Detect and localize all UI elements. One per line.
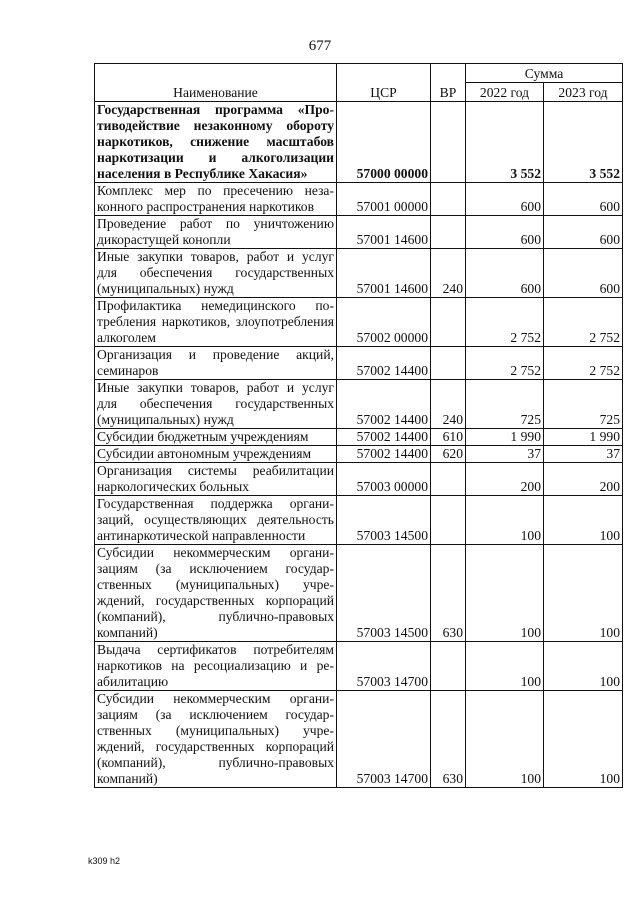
row-vr: 240 bbox=[431, 249, 466, 298]
row-vr bbox=[431, 642, 466, 691]
row-amount-2023: 200 bbox=[544, 463, 623, 496]
row-amount-2023: 600 bbox=[544, 183, 623, 216]
row-vr bbox=[431, 216, 466, 249]
row-amount-2022: 200 bbox=[466, 463, 544, 496]
header-year-2022: 2022 год bbox=[466, 83, 544, 102]
table-row bbox=[95, 298, 623, 347]
table-row bbox=[95, 691, 623, 788]
row-csr: 57003 00000 bbox=[337, 463, 431, 496]
row-csr: 57002 00000 bbox=[337, 298, 431, 347]
table-body bbox=[95, 102, 623, 788]
row-name: Выдача сертификатов потребителям наркотиков на ресоциализацию и реабилитацию bbox=[95, 642, 337, 691]
table-row bbox=[95, 545, 623, 642]
row-amount-2023: 600 bbox=[544, 249, 623, 298]
budget-table bbox=[94, 63, 623, 788]
table-row bbox=[95, 249, 623, 298]
row-csr: 57002 14400 bbox=[337, 446, 431, 463]
table-row bbox=[95, 496, 623, 545]
row-csr: 57002 14400 bbox=[337, 380, 431, 429]
row-name: Субсидии некоммерческим организациям (за исключением государственных (муниципальных) учреждений, государственных корпораций (компаний), публично-правовых компаний) bbox=[95, 691, 337, 788]
row-name: Комплекс мер по пресечению незаконного распространения наркотиков bbox=[95, 183, 337, 216]
row-csr: 57000 00000 bbox=[337, 102, 431, 183]
header-name: Наименование bbox=[95, 64, 337, 102]
row-vr: 630 bbox=[431, 545, 466, 642]
row-csr: 57003 14700 bbox=[337, 642, 431, 691]
row-name: Организация системы реабилитации наркологических больных bbox=[95, 463, 337, 496]
row-amount-2022: 2 752 bbox=[466, 347, 544, 380]
row-amount-2022: 725 bbox=[466, 380, 544, 429]
row-name: Иные закупки товаров, работ и услуг для обеспечения государственных (муниципальных) нужд bbox=[95, 380, 337, 429]
row-name: Субсидии автономным учреждениям bbox=[95, 446, 337, 463]
page-number: 677 bbox=[308, 38, 332, 54]
footer-code: k309 h2 bbox=[88, 856, 121, 866]
table-row bbox=[95, 216, 623, 249]
row-amount-2022: 100 bbox=[466, 545, 544, 642]
table-row bbox=[95, 183, 623, 216]
header-sum: Сумма bbox=[466, 64, 623, 83]
row-csr: 57001 14600 bbox=[337, 249, 431, 298]
row-vr bbox=[431, 463, 466, 496]
table-row bbox=[95, 446, 623, 463]
row-amount-2023: 100 bbox=[544, 691, 623, 788]
row-name: Профилактика немедицинского потребления наркотиков, злоупотребления алкоголем bbox=[95, 298, 337, 347]
row-amount-2022: 600 bbox=[466, 249, 544, 298]
row-amount-2023: 3 552 bbox=[544, 102, 623, 183]
row-amount-2023: 100 bbox=[544, 496, 623, 545]
row-amount-2023: 1 990 bbox=[544, 429, 623, 446]
table-row bbox=[95, 347, 623, 380]
row-vr: 610 bbox=[431, 429, 466, 446]
table-row bbox=[95, 642, 623, 691]
header-year-2023: 2023 год bbox=[544, 83, 623, 102]
row-csr: 57001 00000 bbox=[337, 183, 431, 216]
row-csr: 57002 14400 bbox=[337, 347, 431, 380]
row-name: Государственная программа «Противодействие незаконному обороту наркотиков, снижение масштабов наркотизации и алкоголизации населения в Республике Хакасия» bbox=[95, 102, 337, 183]
row-name: Субсидии некоммерческим организациям (за исключением государственных (муниципальных) учреждений, государственных корпораций (компаний), публично-правовых компаний) bbox=[95, 545, 337, 642]
table-row bbox=[95, 429, 623, 446]
row-name: Организация и проведение акций, семинаров bbox=[95, 347, 337, 380]
row-vr bbox=[431, 496, 466, 545]
row-name: Субсидии бюджетным учреждениям bbox=[95, 429, 337, 446]
row-amount-2022: 600 bbox=[466, 216, 544, 249]
row-name: Государственная поддержка организаций, осуществляющих деятельность антинаркотической направленности bbox=[95, 496, 337, 545]
row-amount-2022: 3 552 bbox=[466, 102, 544, 183]
row-amount-2023: 600 bbox=[544, 216, 623, 249]
row-vr bbox=[431, 102, 466, 183]
row-amount-2022: 100 bbox=[466, 496, 544, 545]
row-vr: 620 bbox=[431, 446, 466, 463]
row-vr: 240 bbox=[431, 380, 466, 429]
row-csr: 57002 14400 bbox=[337, 429, 431, 446]
row-csr: 57003 14700 bbox=[337, 691, 431, 788]
row-amount-2023: 725 bbox=[544, 380, 623, 429]
row-name: Проведение работ по уничтожению дикорастущей конопли bbox=[95, 216, 337, 249]
table-row bbox=[95, 463, 623, 496]
table-row bbox=[95, 380, 623, 429]
row-vr: 630 bbox=[431, 691, 466, 788]
row-amount-2022: 100 bbox=[466, 642, 544, 691]
row-vr bbox=[431, 183, 466, 216]
row-amount-2022: 2 752 bbox=[466, 298, 544, 347]
row-vr bbox=[431, 347, 466, 380]
row-name: Иные закупки товаров, работ и услуг для обеспечения государственных (муниципальных) нужд bbox=[95, 249, 337, 298]
row-amount-2022: 600 bbox=[466, 183, 544, 216]
row-csr: 57003 14500 bbox=[337, 545, 431, 642]
row-amount-2023: 2 752 bbox=[544, 347, 623, 380]
row-amount-2023: 100 bbox=[544, 642, 623, 691]
table-row bbox=[95, 102, 623, 183]
row-amount-2023: 2 752 bbox=[544, 298, 623, 347]
header-vr: ВР bbox=[431, 64, 466, 102]
row-amount-2023: 100 bbox=[544, 545, 623, 642]
row-amount-2023: 37 bbox=[544, 446, 623, 463]
header-csr: ЦСР bbox=[337, 64, 431, 102]
row-vr bbox=[431, 298, 466, 347]
row-amount-2022: 100 bbox=[466, 691, 544, 788]
row-amount-2022: 1 990 bbox=[466, 429, 544, 446]
row-csr: 57001 14600 bbox=[337, 216, 431, 249]
row-amount-2022: 37 bbox=[466, 446, 544, 463]
row-csr: 57003 14500 bbox=[337, 496, 431, 545]
